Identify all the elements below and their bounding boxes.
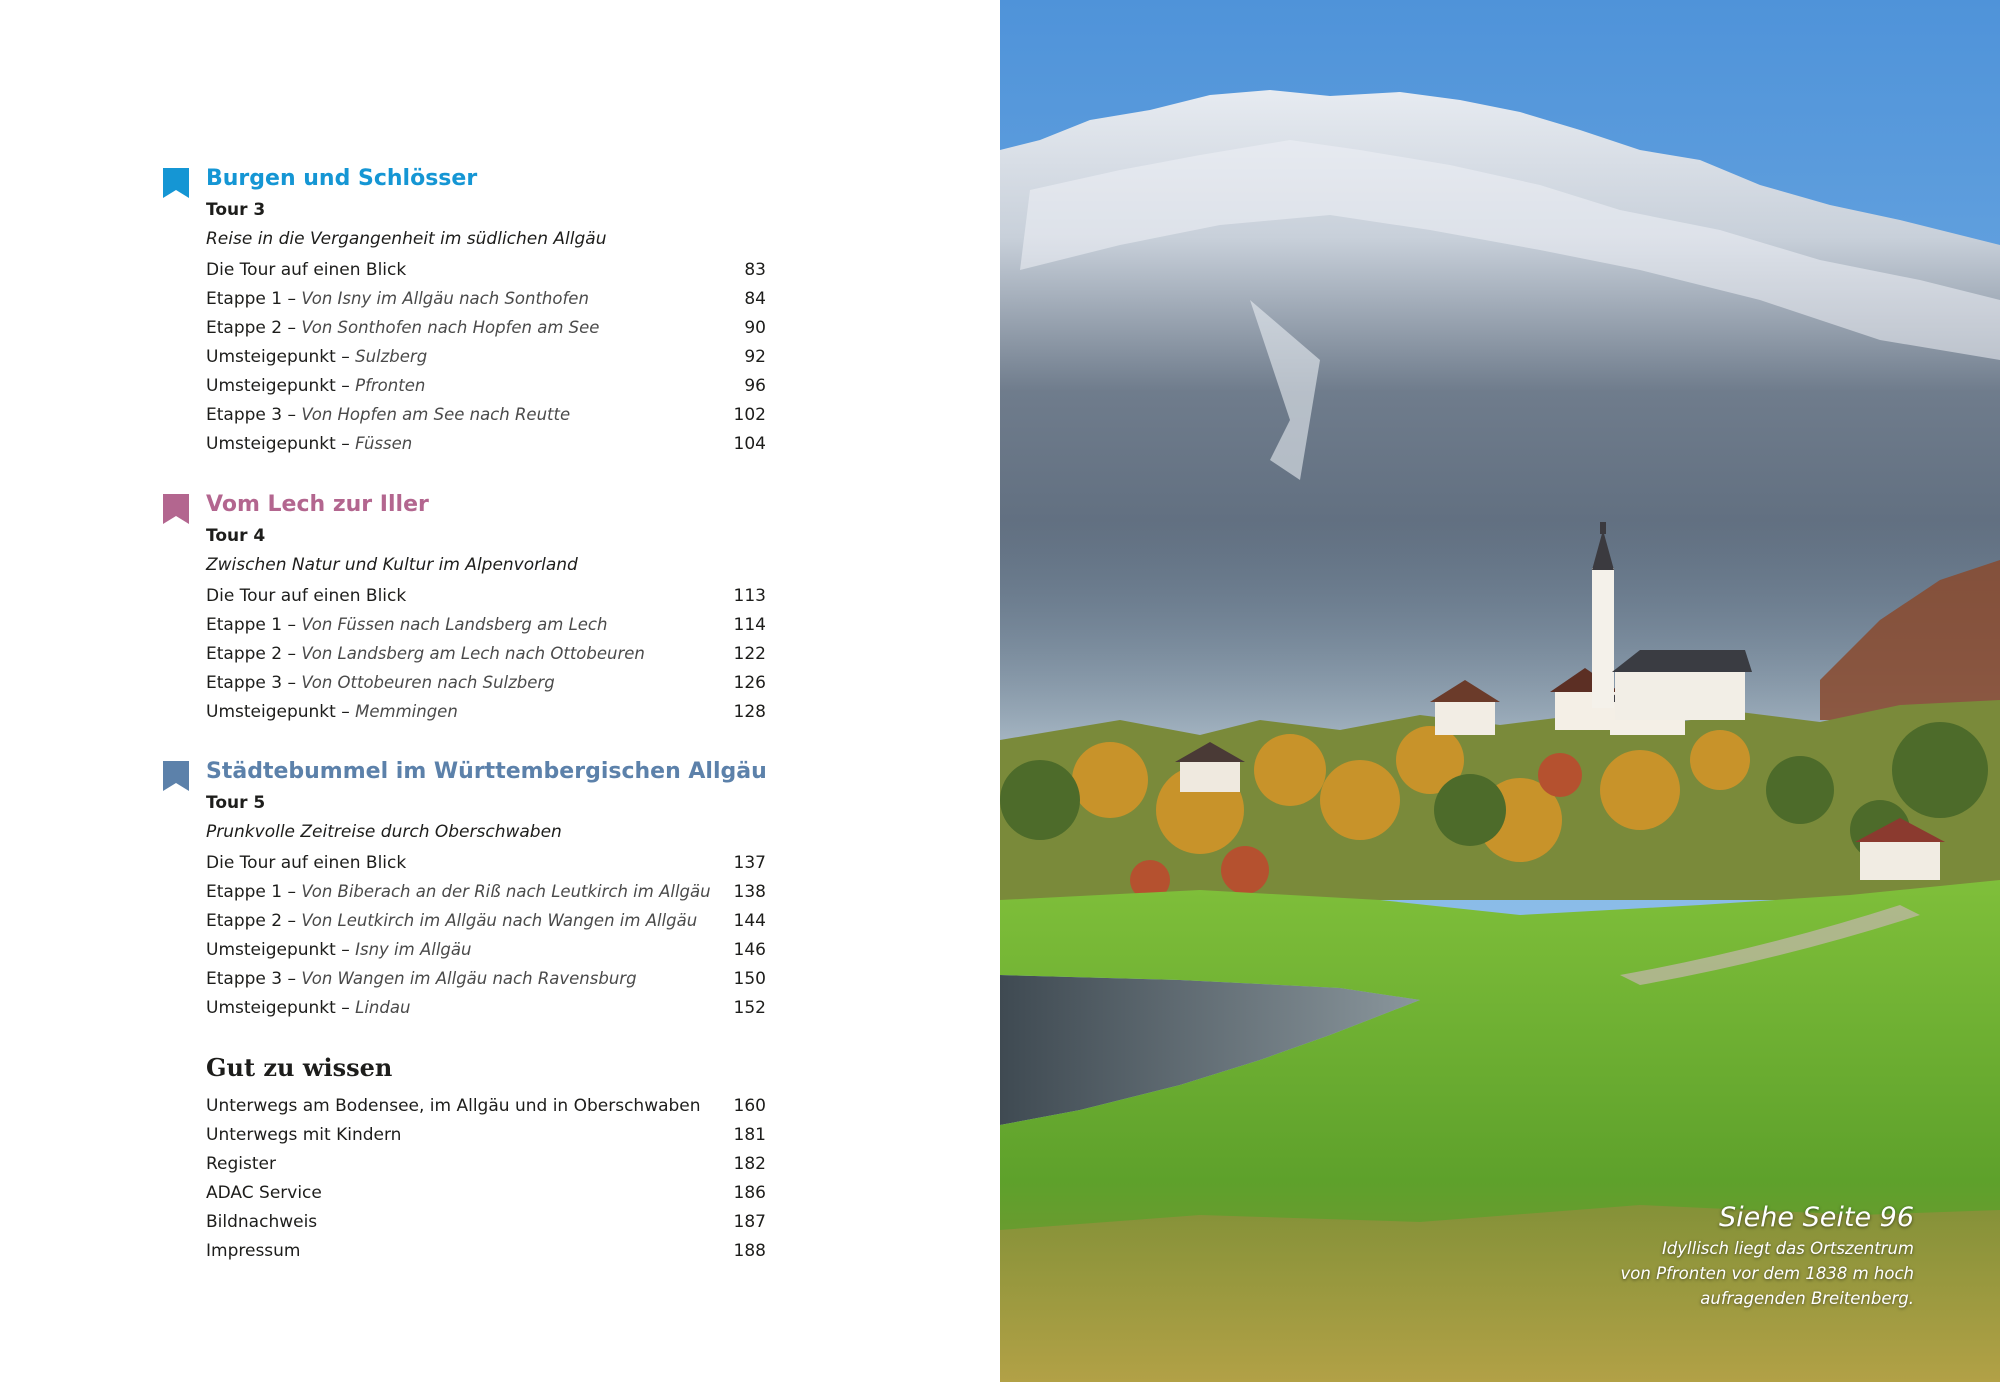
toc-entry[interactable]: [206, 906, 766, 935]
entry-detail: Lindau: [355, 997, 411, 1017]
entry-label: Umsteigepunkt –: [206, 701, 356, 722]
entry-label: Die Tour auf einen Blick: [206, 259, 407, 280]
page-number: 181: [733, 1124, 766, 1145]
section-title: Vom Lech zur Iller: [206, 492, 429, 517]
caption-line: von Pfronten vor dem 1838 m hoch: [1620, 1264, 1914, 1283]
page-number: 182: [733, 1153, 766, 1174]
toc-entry[interactable]: [206, 668, 766, 697]
photo-caption: [1621, 1200, 1914, 1311]
toc-entry[interactable]: [206, 429, 766, 458]
toc-entry[interactable]: [206, 255, 766, 284]
photo-page: [1000, 0, 2000, 1382]
entry-label: Etappe 2 –: [206, 910, 302, 931]
toc-entry[interactable]: [206, 284, 766, 313]
entry-detail: Isny im Allgäu: [355, 939, 472, 959]
toc-entry[interactable]: [206, 697, 766, 726]
page-number: 96: [744, 375, 766, 396]
entry-label: Umsteigepunkt –: [206, 375, 356, 396]
info-list: [206, 1091, 766, 1265]
page-number: 90: [744, 317, 766, 338]
toc-entry[interactable]: [206, 342, 766, 371]
toc-entry[interactable]: [206, 848, 766, 877]
page-number: 146: [733, 939, 766, 960]
toc-list: [206, 581, 766, 726]
page-number: 104: [733, 433, 766, 454]
page-number: 102: [733, 404, 766, 425]
toc-entry[interactable]: [206, 1091, 766, 1120]
landscape-photo: [1000, 0, 2000, 1382]
entry-detail: Von Hopfen am See nach Reutte: [301, 404, 571, 424]
caption-line: aufragenden Breitenberg.: [1700, 1289, 1914, 1308]
entry-label: Unterwegs am Bodensee, im Allgäu und in Oberschwaben: [206, 1095, 701, 1116]
toc-entry[interactable]: [206, 400, 766, 429]
tour-label: Tour 4: [206, 526, 266, 546]
entry-label: Etappe 2 –: [206, 643, 302, 664]
section-title: Städtebummel im Württembergischen Allgäu: [206, 759, 767, 784]
page-number: 84: [744, 288, 766, 309]
page-number: 160: [733, 1095, 766, 1116]
entry-detail: Von Wangen im Allgäu nach Ravensburg: [301, 968, 637, 988]
toc-section-lech: [164, 490, 774, 730]
toc-entry[interactable]: [206, 639, 766, 668]
page-number: 187: [733, 1211, 766, 1232]
entry-label: Die Tour auf einen Blick: [206, 852, 407, 873]
page-number: 92: [744, 346, 766, 367]
page-number: 150: [733, 968, 766, 989]
toc-section-staedtebummel: [164, 757, 774, 1027]
entry-detail: Pfronten: [355, 375, 426, 395]
entry-detail: Von Landsberg am Lech nach Ottobeuren: [301, 643, 645, 663]
entry-label: Etappe 1 –: [206, 614, 302, 635]
entry-detail: Füssen: [355, 433, 413, 453]
toc-entry[interactable]: [206, 581, 766, 610]
entry-label: Etappe 3 –: [206, 404, 302, 425]
entry-label: Umsteigepunkt –: [206, 346, 356, 367]
toc-entry[interactable]: [206, 877, 766, 906]
entry-detail: Von Sonthofen nach Hopfen am See: [301, 317, 600, 337]
page-number: 114: [733, 614, 766, 635]
entry-label: Umsteigepunkt –: [206, 939, 356, 960]
bookmark-icon: [163, 761, 189, 791]
page-number: 188: [733, 1240, 766, 1261]
entry-label: Register: [206, 1153, 276, 1174]
page-number: 128: [733, 701, 766, 722]
caption-line: Idyllisch liegt das Ortszentrum: [1661, 1239, 1914, 1258]
entry-label: Etappe 1 –: [206, 881, 302, 902]
toc-entry[interactable]: [206, 1149, 766, 1178]
page-number: 126: [733, 672, 766, 693]
toc-entry[interactable]: [206, 1178, 766, 1207]
toc-entry[interactable]: [206, 1207, 766, 1236]
entry-detail: Memmingen: [355, 701, 458, 721]
toc-entry[interactable]: [206, 1236, 766, 1265]
entry-label: Die Tour auf einen Blick: [206, 585, 407, 606]
tour-subtitle: Zwischen Natur und Kultur im Alpenvorland: [206, 555, 578, 575]
tour-subtitle: Prunkvolle Zeitreise durch Oberschwaben: [206, 822, 562, 842]
toc-entry[interactable]: [206, 964, 766, 993]
page-number: 122: [733, 643, 766, 664]
entry-detail: Von Isny im Allgäu nach Sonthofen: [301, 288, 589, 308]
tour-label: Tour 3: [206, 200, 266, 220]
entry-label: Bildnachweis: [206, 1211, 318, 1232]
entry-label: Etappe 3 –: [206, 672, 302, 693]
toc-entry[interactable]: [206, 993, 766, 1022]
section-title: Burgen und Schlösser: [206, 166, 478, 191]
entry-label: Etappe 3 –: [206, 968, 302, 989]
toc-entry[interactable]: [206, 1120, 766, 1149]
info-section-title: Gut zu wissen: [206, 1053, 393, 1082]
entry-label: ADAC Service: [206, 1182, 322, 1203]
entry-label: Etappe 1 –: [206, 288, 302, 309]
toc-entry[interactable]: [206, 313, 766, 342]
page-number: 152: [733, 997, 766, 1018]
toc-entry[interactable]: [206, 935, 766, 964]
page-number: 138: [733, 881, 766, 902]
entry-label: Impressum: [206, 1240, 301, 1261]
entry-detail: Von Ottobeuren nach Sulzberg: [301, 672, 555, 692]
entry-detail: Sulzberg: [355, 346, 428, 366]
entry-label: Umsteigepunkt –: [206, 433, 356, 454]
toc-entry[interactable]: [206, 371, 766, 400]
entry-label: Etappe 2 –: [206, 317, 302, 338]
bookmark-icon: [163, 168, 189, 198]
tour-subtitle: Reise in die Vergangenheit im südlichen Allgäu: [206, 229, 607, 249]
tour-label: Tour 5: [206, 793, 266, 813]
page-number: 144: [733, 910, 766, 931]
entry-detail: Von Füssen nach Landsberg am Lech: [301, 614, 608, 634]
toc-section-burgen: [164, 164, 774, 464]
entry-label: Umsteigepunkt –: [206, 997, 356, 1018]
entry-detail: Von Leutkirch im Allgäu nach Wangen im Allgäu: [301, 910, 698, 930]
entry-detail: Von Biberach an der Riß nach Leutkirch im Allgäu: [301, 881, 711, 901]
page-number: 113: [733, 585, 766, 606]
entry-label: Unterwegs mit Kindern: [206, 1124, 402, 1145]
bookmark-icon: [163, 494, 189, 524]
toc-list: [206, 255, 766, 458]
page-number: 83: [744, 259, 766, 280]
toc-list: [206, 848, 766, 1022]
page-number: 137: [733, 852, 766, 873]
toc-entry[interactable]: [206, 610, 766, 639]
caption-title: Siehe Seite 96: [1719, 1202, 1914, 1233]
page-number: 186: [733, 1182, 766, 1203]
